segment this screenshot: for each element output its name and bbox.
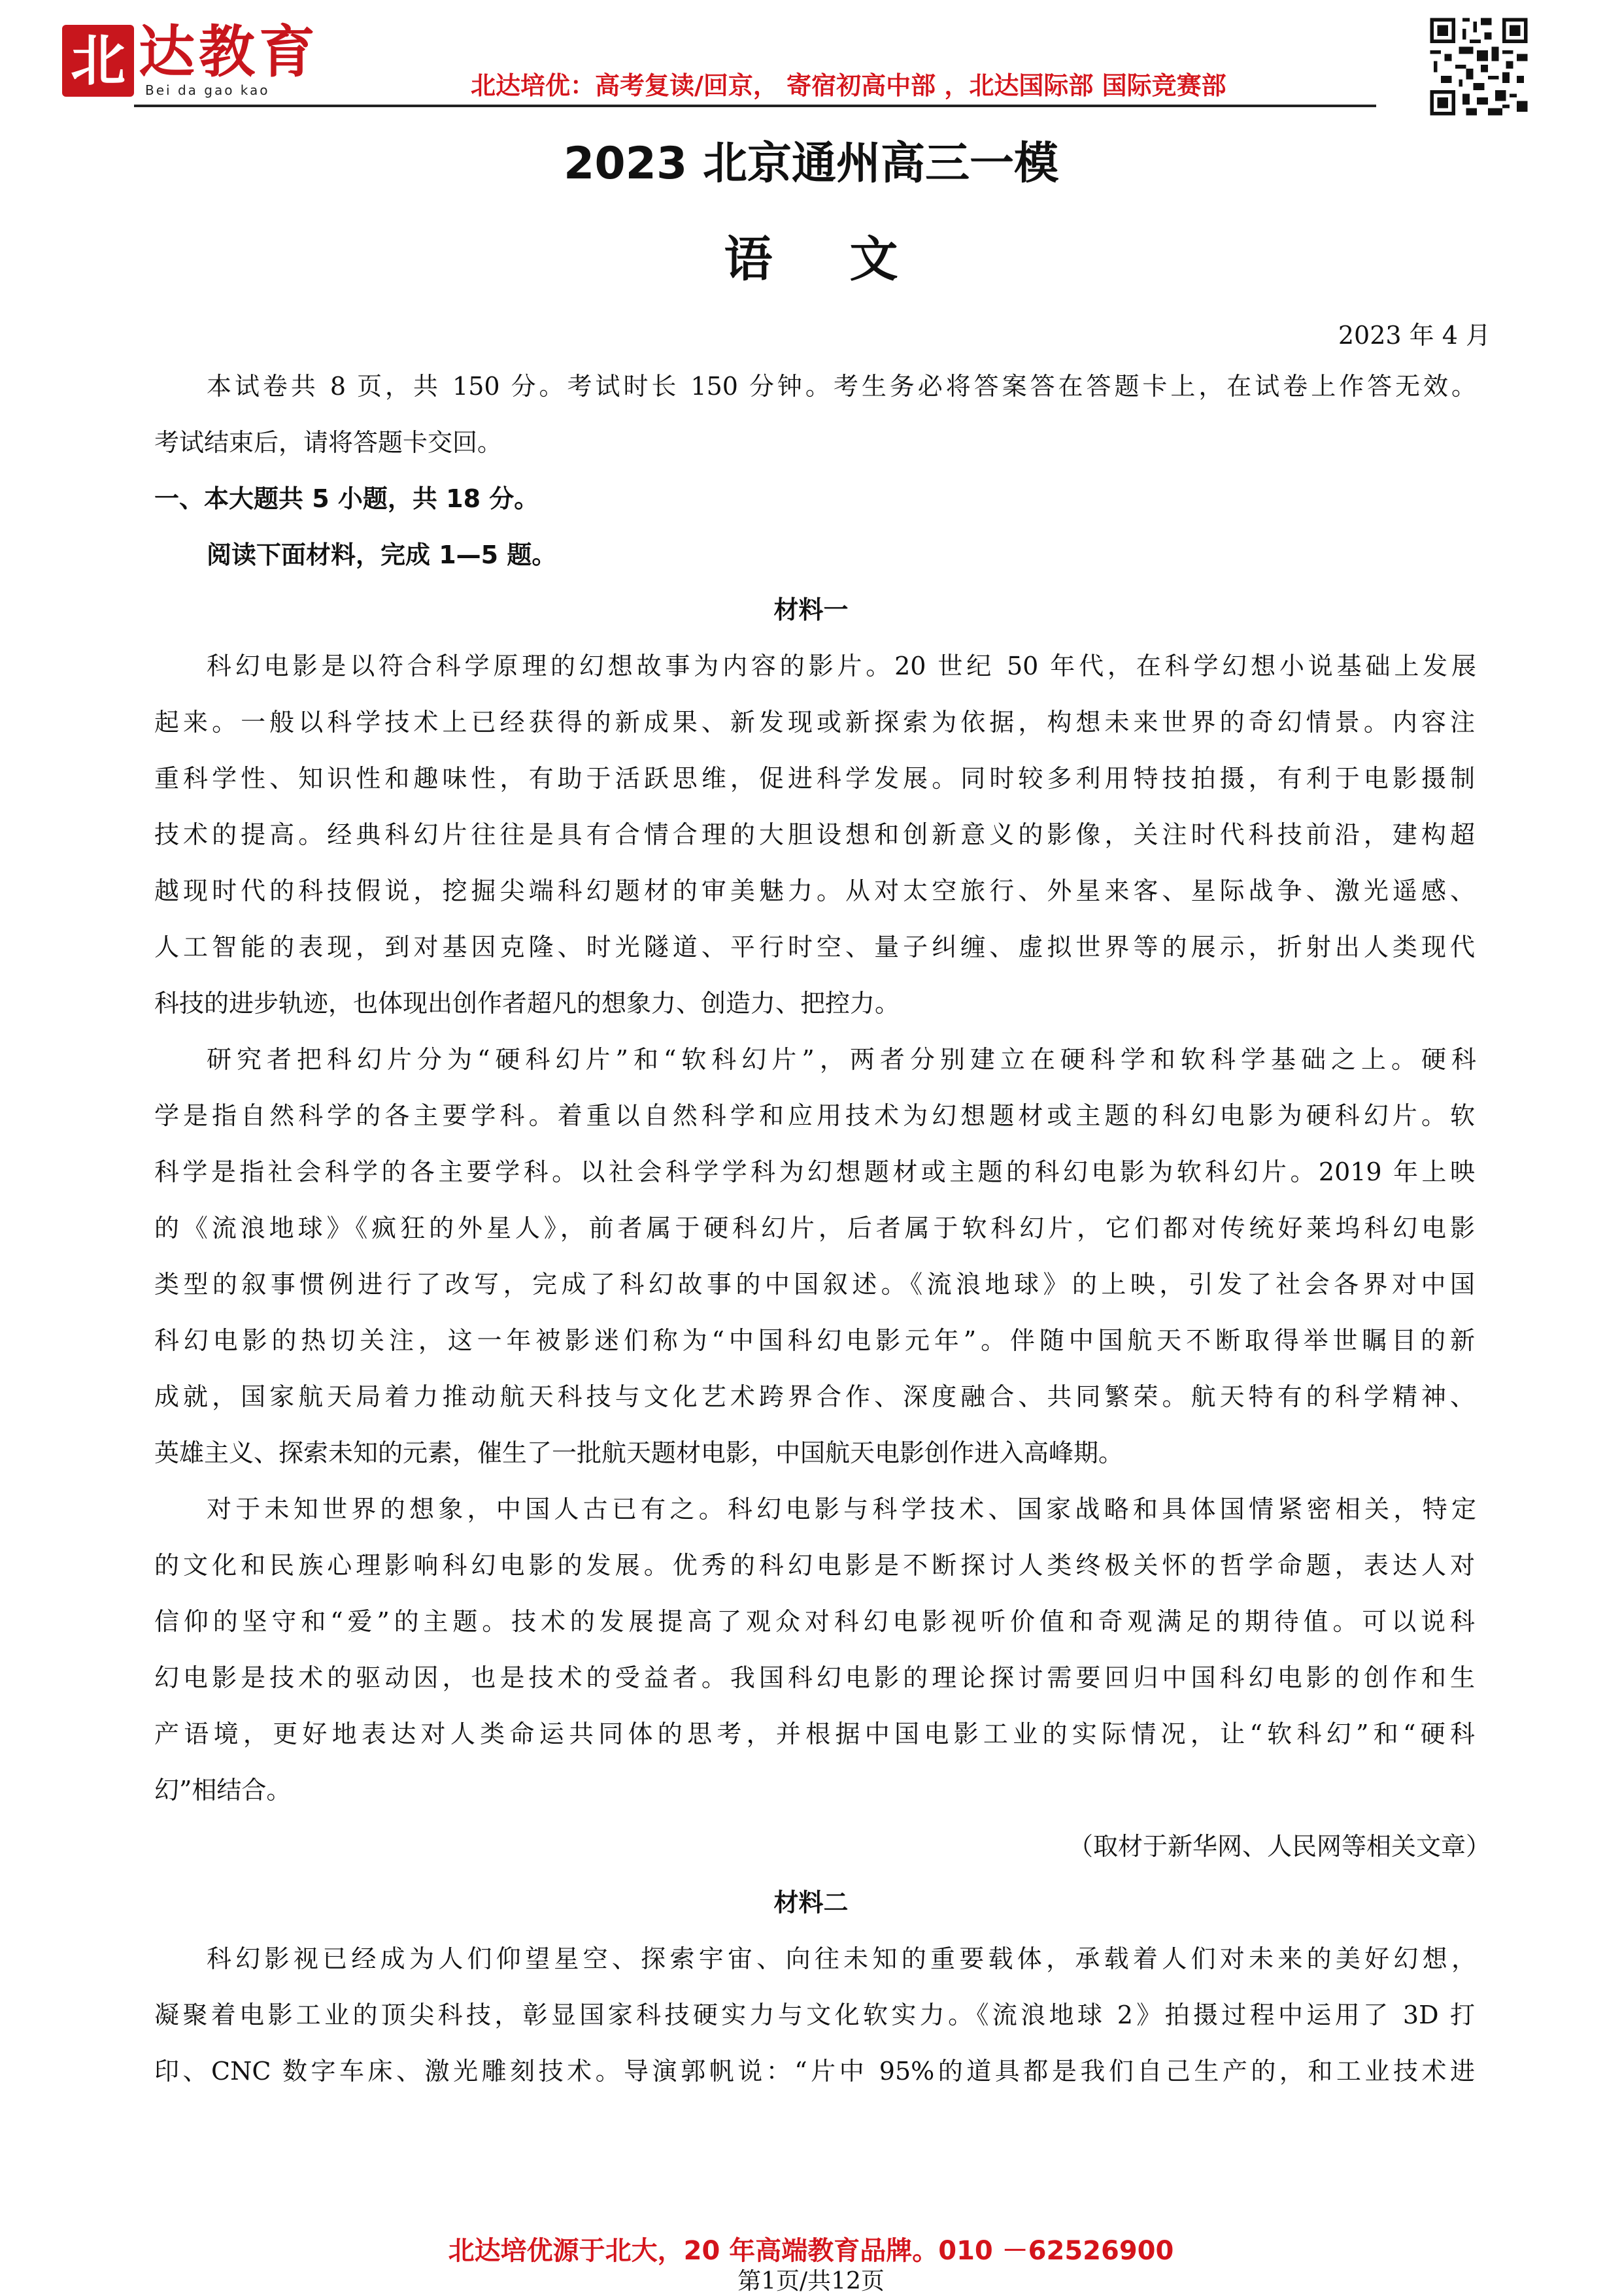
qr-code-icon bbox=[1427, 14, 1531, 119]
paragraph-line: 凝聚着电影工业的顶尖科技，彰显国家科技硬实力与文化软实力。《流浪地球 2》拍摄过程中运用了 3D 打 bbox=[154, 2001, 1475, 2029]
paragraph-line: 重科学性、知识性和趣味性，有助于活跃思维，促进科学发展。同时较多利用特技拍摄，有利于电影摄制 bbox=[154, 764, 1475, 793]
paragraph-line: 越现时代的科技假说，挖掘尖端科幻题材的审美魅力。从对太空旅行、外星来客、星际战争、激光遥感、 bbox=[154, 876, 1475, 905]
instruction-line: 本试卷共 8 页，共 150 分。考试时长 150 分钟。考生务必将答案答在答题卡上，在试卷上作答无效。 bbox=[207, 372, 1476, 401]
exam-title: 2023 北京通州高三一模 bbox=[564, 138, 1058, 190]
brand-logo-name: 达教育 bbox=[139, 19, 319, 85]
instruction-line: 考试结束后，请将答题卡交回。 bbox=[154, 428, 503, 457]
paragraph-line: 起来。一般以科学技术上已经获得的新成果、新发现或新探索为依据，构想未来世界的奇幻情景。内容注 bbox=[154, 708, 1475, 737]
paragraph-line: 的文化和民族心理影响科幻电影的发展。优秀的科幻电影是不断探讨人类终极关怀的哲学命题，表达人对 bbox=[154, 1551, 1475, 1580]
paragraph-line: 人工智能的表现，到对基因克隆、时光隧道、平行时空、量子纠缠、虚拟世界等的展示，折射出人类现代 bbox=[154, 933, 1475, 961]
brand-logo-mark: 北 bbox=[62, 25, 134, 97]
paragraph-line: 的《流浪地球》《疯狂的外星人》，前者属于硬科幻片，后者属于软科幻片，它们都对传统好莱坞科幻电影 bbox=[154, 1214, 1475, 1242]
paragraph-line: 技术的提高。经典科幻片往往是具有合情合理的大胆设想和创新意义的影像，关注时代科技前沿，建构超 bbox=[154, 820, 1475, 849]
exam-subject: 语文 bbox=[724, 231, 975, 288]
footer-slogan: 北达培优源于北大，20 年高端教育品牌。010 －62526900 bbox=[448, 2236, 1174, 2266]
page-number: 第1页/共12页 bbox=[737, 2268, 885, 2295]
exam-date: 2023 年 4 月 bbox=[1338, 321, 1491, 350]
material-two-heading: 材料二 bbox=[773, 1888, 849, 1917]
paragraph-line: 对于未知世界的想象，中国人古已有之。科幻电影与科学技术、国家战略和具体国情紧密相关，特定 bbox=[207, 1495, 1476, 1523]
paragraph-line: 科学是指社会科学的各主要学科。以社会科学学科为幻想题材或主题的科幻电影为软科幻片。2019 年上映 bbox=[154, 1157, 1475, 1186]
paragraph-line: 产语境，更好地表达对人类命运共同体的思考，并根据中国电影工业的实际情况，让“软科幻”和“硬科 bbox=[154, 1720, 1475, 1748]
header-divider bbox=[134, 105, 1376, 107]
paragraph-line: 科幻电影的热切关注，这一年被影迷们称为“中国科幻电影元年”。伴随中国航天不断取得举世瞩目的新 bbox=[154, 1326, 1475, 1355]
paragraph-line: 科技的进步轨迹，也体现出创作者超凡的想象力、创造力、把控力。 bbox=[154, 989, 900, 1018]
paragraph-line: 类型的叙事惯例进行了改写，完成了科幻故事的中国叙述。《流浪地球》的上映，引发了社会各界对中国 bbox=[154, 1270, 1475, 1299]
paragraph-line: 成就，国家航天局着力推动航天科技与文化艺术跨界合作、深度融合、共同繁荣。航天特有的科学精神、 bbox=[154, 1382, 1475, 1411]
paragraph-line: 英雄主义、探索未知的元素，催生了一批航天题材电影，中国航天电影创作进入高峰期。 bbox=[154, 1439, 1124, 1467]
paragraph-line: 印、CNC 数字车床、激光雕刻技术。导演郭帆说：“片中 95%的道具都是我们自己生产的，和工业技术进 bbox=[154, 2057, 1475, 2086]
paragraph-line: 科幻电影是以符合科学原理的幻想故事为内容的影片。20 世纪 50 年代，在科学幻想小说基础上发展 bbox=[207, 652, 1476, 680]
header-slogan: 北达培优：高考复读/回京， 寄宿初高中部 ，北达国际部 国际竞赛部 bbox=[471, 71, 1226, 100]
section-heading: 一、本大题共 5 小题，共 18 分。 bbox=[154, 484, 539, 513]
paragraph-line: 研究者把科幻片分为“硬科幻片”和“软科幻片”，两者分别建立在硬科学和软科学基础之上。硬科 bbox=[207, 1045, 1476, 1074]
reading-instruction: 阅读下面材料，完成 1—5 题。 bbox=[207, 541, 557, 569]
brand-logo-pinyin: Bei da gao kao bbox=[145, 82, 270, 98]
source-citation: （取材于新华网、人民网等相关文章） bbox=[1068, 1832, 1491, 1861]
material-one-heading: 材料一 bbox=[773, 595, 849, 624]
paragraph-line: 幻电影是技术的驱动因，也是技术的受益者。我国科幻电影的理论探讨需要回归中国科幻电影的创作和生 bbox=[154, 1663, 1475, 1692]
paragraph-line: 信仰的坚守和“爱”的主题。技术的发展提高了观众对科幻电影视听价值和奇观满足的期待值。可以说科 bbox=[154, 1607, 1475, 1636]
paragraph-line: 学是指自然科学的各主要学科。着重以自然科学和应用技术为幻想题材或主题的科幻电影为硬科幻片。软 bbox=[154, 1101, 1475, 1130]
paragraph-line: 科幻影视已经成为人们仰望星空、探索宇宙、向往未知的重要载体，承载着人们对未来的美好幻想， bbox=[207, 1944, 1476, 1973]
paragraph-line: 幻”相结合。 bbox=[154, 1776, 292, 1805]
